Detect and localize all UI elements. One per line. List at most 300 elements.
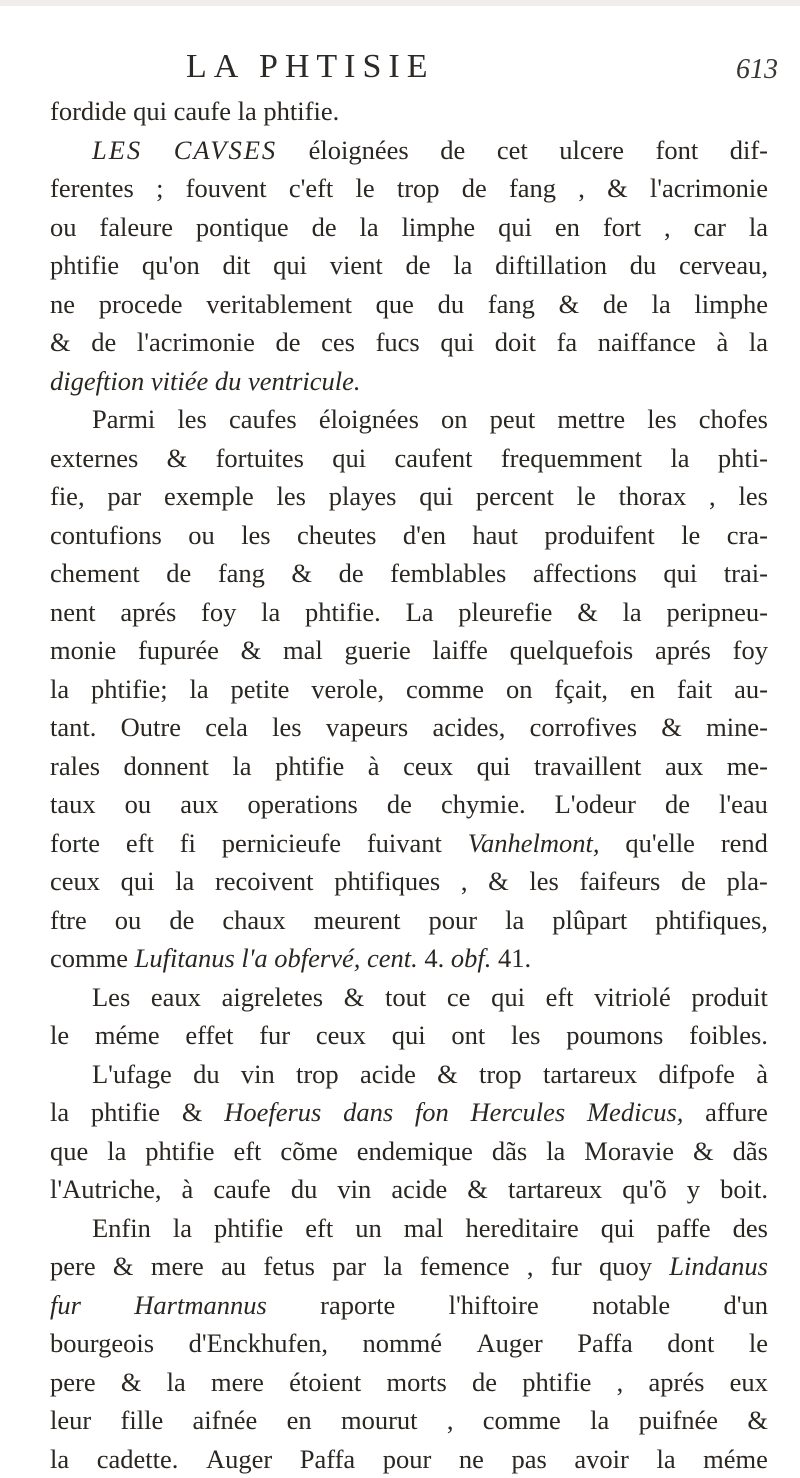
word: foy bbox=[201, 593, 236, 632]
word: Hartmannus bbox=[134, 1286, 267, 1325]
text-line bbox=[50, 1209, 768, 1248]
word: bourgeois bbox=[50, 1324, 154, 1363]
word: fille bbox=[121, 1401, 164, 1440]
word: fuivant bbox=[367, 824, 442, 863]
text-line bbox=[50, 1286, 768, 1325]
word: qu'elle bbox=[625, 824, 695, 863]
word: phtifiques, bbox=[655, 901, 768, 940]
word: fçait, bbox=[554, 670, 608, 709]
word: obf. bbox=[451, 939, 498, 978]
text-line bbox=[50, 1324, 768, 1363]
text-line bbox=[50, 1401, 768, 1440]
word: la bbox=[383, 1247, 402, 1286]
word: trop bbox=[296, 1055, 339, 1094]
word: fait bbox=[677, 670, 712, 709]
word: peripneu- bbox=[666, 593, 768, 632]
word: que bbox=[376, 285, 414, 324]
word: qui bbox=[477, 747, 511, 786]
text-line bbox=[50, 939, 768, 978]
word: la bbox=[590, 1401, 609, 1440]
word: phtifie bbox=[275, 747, 344, 786]
word: qui bbox=[601, 1209, 635, 1248]
word: de bbox=[406, 246, 431, 285]
word: qui bbox=[273, 246, 307, 285]
page-number: 613 bbox=[736, 54, 778, 86]
word: mine- bbox=[706, 708, 768, 747]
word: fouvent bbox=[186, 169, 267, 208]
word: donnent bbox=[124, 747, 209, 786]
word: la bbox=[50, 1440, 69, 1478]
word: & bbox=[661, 708, 682, 747]
word: cela bbox=[205, 708, 248, 747]
word: les bbox=[529, 862, 558, 901]
word: guerie bbox=[345, 631, 411, 670]
word: la bbox=[360, 208, 379, 247]
word: diftillation bbox=[495, 246, 607, 285]
page-header bbox=[0, 42, 800, 92]
word: dãs bbox=[492, 1132, 527, 1171]
word: qui bbox=[133, 92, 174, 131]
word: acide bbox=[391, 1170, 447, 1209]
word: à bbox=[182, 1170, 194, 1209]
word: l'hiftoire bbox=[449, 1286, 539, 1325]
word: en bbox=[287, 1401, 312, 1440]
word: eft bbox=[126, 824, 154, 863]
word: mourut bbox=[341, 1401, 418, 1440]
word: le bbox=[749, 1324, 768, 1363]
word: ventricule. bbox=[248, 362, 361, 401]
word: ou bbox=[188, 516, 215, 555]
word: limphe bbox=[402, 208, 476, 247]
word: pour bbox=[428, 901, 477, 940]
word: à bbox=[368, 747, 380, 786]
word: y bbox=[687, 1170, 700, 1209]
word: de bbox=[603, 285, 628, 324]
word: de bbox=[91, 323, 116, 362]
text-line bbox=[50, 1093, 768, 1132]
word: l'a bbox=[241, 939, 274, 978]
word: qui bbox=[392, 1016, 426, 1055]
word: phtifie bbox=[145, 1132, 214, 1171]
text-line bbox=[50, 1247, 768, 1286]
word: mere bbox=[151, 1247, 204, 1286]
word: Les bbox=[92, 978, 130, 1017]
word: pla- bbox=[727, 862, 768, 901]
word: qui bbox=[663, 554, 697, 593]
word: la bbox=[173, 1209, 192, 1248]
word: du bbox=[215, 362, 248, 401]
word: poumons bbox=[566, 1016, 663, 1055]
word: la bbox=[670, 439, 689, 478]
word: l'acrimonie bbox=[137, 323, 255, 362]
word: trop bbox=[479, 1055, 522, 1094]
word: & bbox=[291, 554, 312, 593]
word: , bbox=[709, 477, 716, 516]
word: pere bbox=[50, 1363, 96, 1402]
word: playes bbox=[329, 477, 397, 516]
word: rales bbox=[50, 747, 100, 786]
word: du bbox=[291, 1170, 318, 1209]
word: caufent bbox=[394, 439, 472, 478]
word: tartareux bbox=[543, 1055, 637, 1094]
word: on bbox=[506, 670, 533, 709]
word: & bbox=[693, 1132, 714, 1171]
word: phtifie bbox=[522, 1363, 591, 1402]
word: travaillent bbox=[534, 747, 641, 786]
text-line bbox=[50, 362, 768, 401]
word: nent bbox=[50, 593, 96, 632]
word: la bbox=[175, 862, 194, 901]
word: exemple bbox=[164, 477, 254, 516]
word: Parmi bbox=[92, 400, 155, 439]
word: me- bbox=[727, 747, 768, 786]
word: dans bbox=[343, 1093, 393, 1132]
word: les bbox=[277, 477, 306, 516]
word: endemique bbox=[357, 1132, 473, 1171]
word: la bbox=[232, 747, 251, 786]
text-line bbox=[50, 1132, 768, 1171]
word: le bbox=[356, 169, 375, 208]
word: ftre bbox=[50, 901, 87, 940]
word: fortuites bbox=[216, 439, 304, 478]
word: & bbox=[437, 1055, 458, 1094]
word: , bbox=[527, 1247, 534, 1286]
word: ceux bbox=[316, 1016, 366, 1055]
word: fi bbox=[180, 824, 196, 863]
text-line bbox=[50, 92, 768, 131]
word: eux bbox=[730, 1363, 768, 1402]
word: externes bbox=[50, 439, 138, 478]
word: la bbox=[50, 1093, 69, 1132]
word: cerveau, bbox=[679, 246, 768, 285]
word: LES bbox=[92, 131, 142, 170]
text-line bbox=[50, 631, 768, 670]
word: aprés bbox=[648, 1363, 704, 1402]
word: Hercules bbox=[471, 1093, 566, 1132]
word: notable bbox=[592, 1286, 670, 1325]
word: ceux bbox=[50, 862, 100, 901]
word: 41. bbox=[498, 939, 531, 978]
word: ces bbox=[321, 323, 355, 362]
word: eaux bbox=[151, 978, 201, 1017]
word: foibles. bbox=[689, 1016, 768, 1055]
word: fordide bbox=[50, 92, 133, 131]
text-line bbox=[50, 593, 768, 632]
word: hereditaire bbox=[465, 1209, 578, 1248]
word: fucs bbox=[376, 323, 420, 362]
word: qui bbox=[491, 978, 525, 1017]
word: phtifie. bbox=[305, 593, 381, 632]
word: la bbox=[238, 92, 264, 131]
word: & bbox=[577, 593, 598, 632]
word: CAVSES bbox=[174, 131, 277, 170]
word: L'ufage bbox=[92, 1055, 172, 1094]
word: & bbox=[241, 631, 262, 670]
word: dif- bbox=[730, 131, 768, 170]
word: la bbox=[749, 323, 768, 362]
word: fort bbox=[603, 208, 641, 247]
word: les bbox=[241, 516, 270, 555]
text-line bbox=[50, 862, 768, 901]
word: le bbox=[681, 516, 700, 555]
word: ne bbox=[50, 285, 75, 324]
word: du bbox=[438, 285, 465, 324]
word: éloignées bbox=[319, 400, 419, 439]
word: c'eft bbox=[289, 169, 334, 208]
word: & bbox=[488, 862, 509, 901]
text-line bbox=[50, 1440, 768, 1478]
word: ou bbox=[115, 901, 142, 940]
text-line bbox=[50, 901, 768, 940]
word: Hoeferus bbox=[224, 1093, 321, 1132]
paper-margin-tint bbox=[0, 0, 800, 6]
word: la bbox=[546, 1132, 565, 1171]
word: fa bbox=[557, 323, 578, 362]
word: contufions bbox=[50, 516, 162, 555]
word: cõme bbox=[280, 1132, 337, 1171]
word: les bbox=[738, 477, 767, 516]
word: d'Enckhufen, bbox=[189, 1324, 328, 1363]
text-line bbox=[50, 400, 768, 439]
word: phtifie bbox=[214, 1209, 283, 1248]
word: ce bbox=[447, 978, 471, 1017]
word: cadette. bbox=[97, 1440, 179, 1478]
word: tant. bbox=[50, 708, 96, 747]
word: la bbox=[656, 1440, 675, 1478]
word: percent bbox=[476, 477, 554, 516]
word: mal bbox=[283, 631, 323, 670]
text-line bbox=[50, 439, 768, 478]
word: mal bbox=[404, 1209, 444, 1248]
word: phti- bbox=[718, 439, 768, 478]
word: comme bbox=[50, 939, 135, 978]
word: chofes bbox=[699, 400, 768, 439]
word: , bbox=[461, 862, 468, 901]
word: , bbox=[578, 169, 585, 208]
word: effet bbox=[185, 1016, 233, 1055]
word: ulcere bbox=[559, 131, 624, 170]
word: qui bbox=[440, 323, 474, 362]
word: chement bbox=[50, 554, 140, 593]
running-title: LA PHTISIE bbox=[186, 48, 435, 86]
word: un bbox=[355, 1209, 382, 1248]
word: l'eau bbox=[719, 785, 768, 824]
word: aigreletes bbox=[222, 978, 324, 1017]
word: frequemment bbox=[501, 439, 642, 478]
word: femblables bbox=[390, 554, 506, 593]
word: la bbox=[453, 246, 472, 285]
word: & bbox=[182, 1093, 203, 1132]
word: fang bbox=[218, 554, 265, 593]
text-line bbox=[50, 246, 768, 285]
word: qui bbox=[419, 477, 453, 516]
word: ne bbox=[459, 1440, 484, 1478]
word: qui bbox=[121, 862, 155, 901]
word: verole, bbox=[311, 670, 384, 709]
text-line bbox=[50, 747, 768, 786]
text-line bbox=[50, 477, 768, 516]
word: pere bbox=[50, 1247, 96, 1286]
word: de bbox=[276, 323, 301, 362]
word: Moravie bbox=[584, 1132, 674, 1171]
word: la bbox=[50, 670, 69, 709]
word: leur bbox=[50, 1401, 91, 1440]
word: la bbox=[261, 593, 280, 632]
word: cra- bbox=[727, 516, 768, 555]
word: affure bbox=[705, 1093, 768, 1132]
word: veritablement bbox=[206, 285, 352, 324]
word: phtifiques bbox=[334, 862, 440, 901]
word: monie bbox=[50, 631, 116, 670]
word: L'odeur bbox=[555, 785, 636, 824]
word: ou bbox=[50, 208, 77, 247]
word: les bbox=[177, 400, 206, 439]
word: procede bbox=[99, 285, 183, 324]
word: la bbox=[189, 670, 208, 709]
word: l'Autriche, bbox=[50, 1170, 161, 1209]
text-line bbox=[50, 1016, 768, 1055]
word: éloignées bbox=[309, 131, 409, 170]
word: & bbox=[467, 1170, 488, 1209]
word: de bbox=[312, 208, 337, 247]
word: méme bbox=[95, 1016, 160, 1055]
word: la bbox=[167, 1363, 186, 1402]
word: paffe bbox=[657, 1209, 711, 1248]
text-line bbox=[50, 323, 768, 362]
text-line bbox=[50, 785, 768, 824]
word: difpofe bbox=[658, 1055, 735, 1094]
word: phtifie bbox=[50, 246, 119, 285]
word: peut bbox=[490, 400, 536, 439]
word: vitiée bbox=[151, 362, 215, 401]
word: La bbox=[406, 593, 434, 632]
word: digeftion bbox=[50, 362, 151, 401]
word: Auger bbox=[477, 1324, 543, 1363]
word: au- bbox=[734, 670, 768, 709]
word: doit bbox=[495, 323, 536, 362]
word: on bbox=[441, 400, 468, 439]
text-line bbox=[50, 670, 768, 709]
word: meurent bbox=[314, 901, 401, 940]
word: , bbox=[664, 208, 671, 247]
word: comme bbox=[483, 1401, 561, 1440]
word: aux bbox=[180, 785, 218, 824]
word: Paffa bbox=[577, 1324, 632, 1363]
text-line bbox=[50, 131, 768, 170]
word: trop bbox=[397, 169, 440, 208]
word: phtifie; bbox=[91, 670, 168, 709]
text-line bbox=[50, 285, 768, 324]
word: produit bbox=[691, 978, 768, 1017]
word: qui bbox=[498, 208, 532, 247]
word: ou bbox=[125, 785, 152, 824]
word: de bbox=[166, 554, 191, 593]
word: ; bbox=[156, 169, 163, 208]
word: chymie. bbox=[441, 785, 526, 824]
text-line bbox=[50, 554, 768, 593]
word: fur bbox=[259, 1016, 290, 1055]
word: phtifie. bbox=[263, 92, 339, 131]
word: pas bbox=[512, 1440, 547, 1478]
word: cet bbox=[497, 131, 528, 170]
word: recoivent bbox=[215, 862, 314, 901]
word: Medicus, bbox=[587, 1093, 683, 1132]
word: de bbox=[339, 554, 364, 593]
word: fang bbox=[509, 169, 556, 208]
word: & bbox=[747, 1401, 768, 1440]
word: le bbox=[577, 477, 596, 516]
word: obfervé, bbox=[274, 939, 367, 978]
word: les bbox=[272, 708, 301, 747]
word: ceux bbox=[403, 747, 453, 786]
word: l'acrimonie bbox=[650, 169, 768, 208]
word: pour bbox=[383, 1440, 432, 1478]
word: comme bbox=[406, 670, 484, 709]
word: la bbox=[107, 1132, 126, 1171]
word: pontique bbox=[196, 208, 289, 247]
word: phtifie bbox=[91, 1093, 160, 1132]
word: caufe bbox=[213, 1170, 270, 1209]
word: fur bbox=[50, 1286, 81, 1325]
word: qu'on bbox=[142, 246, 200, 285]
word: vient bbox=[330, 246, 383, 285]
word: Lufitanus bbox=[135, 939, 242, 978]
word: de bbox=[440, 131, 465, 170]
text-line bbox=[50, 824, 768, 863]
word: de bbox=[169, 901, 194, 940]
word: le bbox=[50, 1016, 69, 1055]
word: caufe bbox=[174, 92, 238, 131]
word: la bbox=[749, 208, 768, 247]
word: acides, bbox=[432, 708, 505, 747]
word: affections bbox=[533, 554, 637, 593]
word: d'un bbox=[723, 1286, 768, 1325]
word: vitriolé bbox=[594, 978, 671, 1017]
word: petite bbox=[231, 670, 290, 709]
word: & bbox=[121, 1363, 142, 1402]
word: font bbox=[656, 131, 699, 170]
word: dont bbox=[667, 1324, 714, 1363]
text-line bbox=[50, 169, 768, 208]
word: Auger bbox=[206, 1440, 272, 1478]
word: aifnée bbox=[193, 1401, 258, 1440]
word: vin bbox=[241, 1055, 275, 1094]
word: la bbox=[652, 285, 671, 324]
word: corrofives bbox=[530, 708, 637, 747]
word: forte bbox=[50, 824, 100, 863]
word: des bbox=[733, 1209, 768, 1248]
word: méme bbox=[703, 1440, 768, 1478]
word: produifent bbox=[544, 516, 654, 555]
word: vin bbox=[337, 1170, 371, 1209]
word: fon bbox=[415, 1093, 449, 1132]
word: les bbox=[511, 1016, 540, 1055]
word: nommé bbox=[363, 1324, 443, 1363]
word: étoient bbox=[289, 1363, 361, 1402]
word: dãs bbox=[733, 1132, 768, 1171]
word: fur bbox=[551, 1247, 582, 1286]
word: chaux bbox=[222, 901, 285, 940]
word: plûpart bbox=[552, 901, 627, 940]
word: , bbox=[617, 1363, 624, 1402]
word: Paffa bbox=[300, 1440, 355, 1478]
word: au bbox=[221, 1247, 246, 1286]
word: fie, bbox=[50, 477, 85, 516]
word: du bbox=[193, 1055, 220, 1094]
word: ont bbox=[451, 1016, 485, 1055]
text-line bbox=[50, 208, 768, 247]
word: faleure bbox=[99, 208, 173, 247]
